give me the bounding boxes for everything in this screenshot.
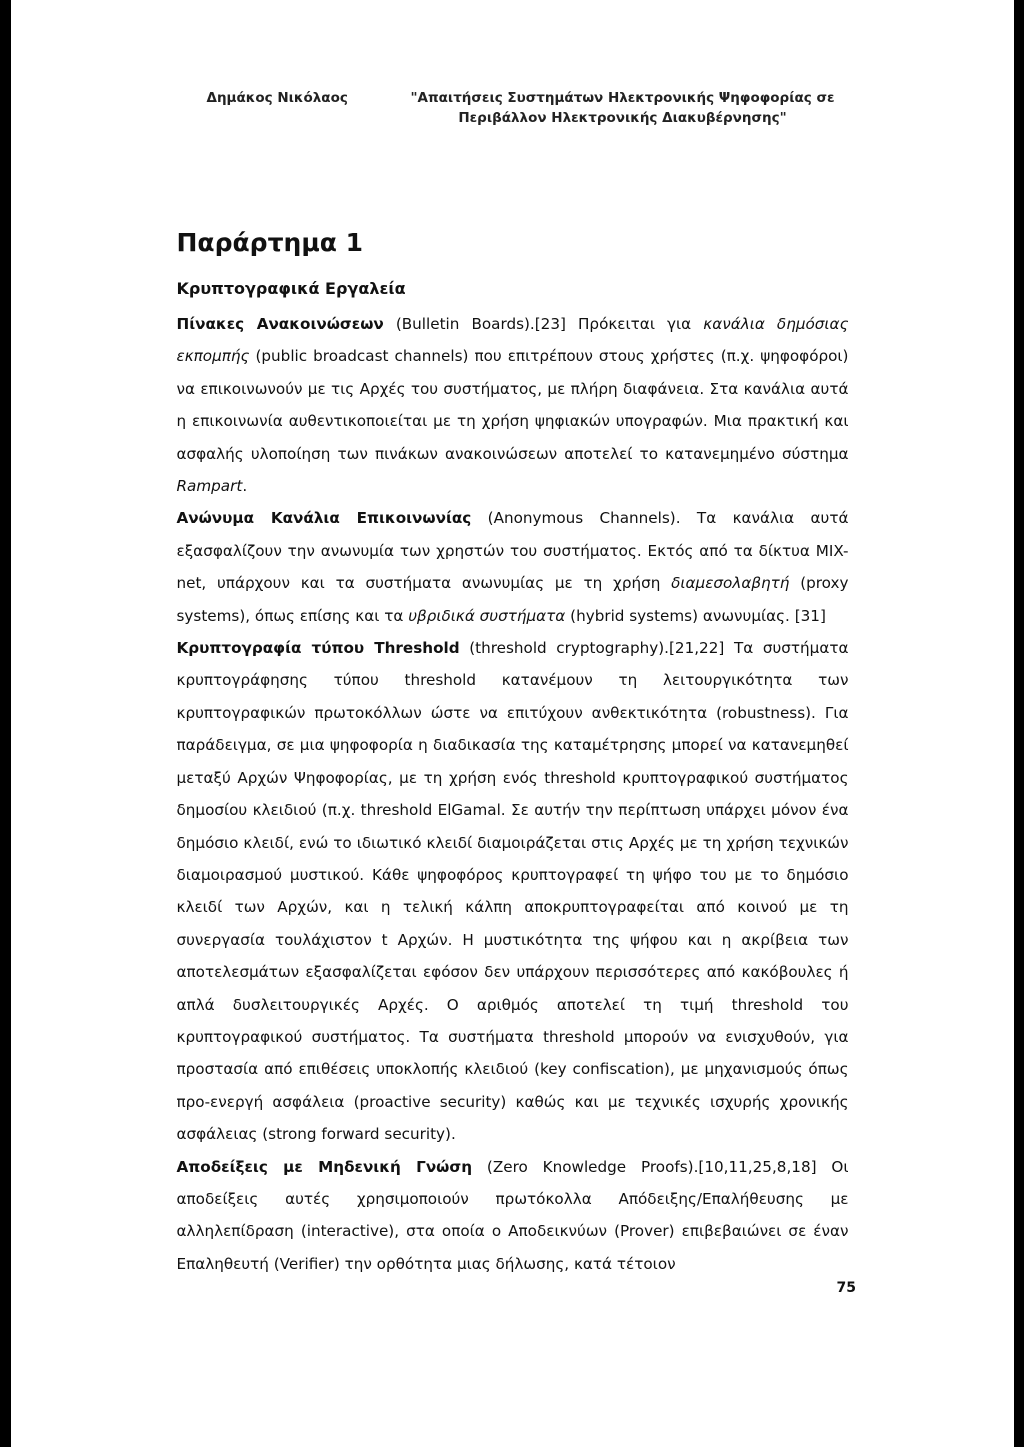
paragraph-text: (hybrid systems) ανωνυμίας. [31] xyxy=(565,606,826,625)
document-page xyxy=(11,0,1014,1447)
paragraph-zero-knowledge-proofs xyxy=(177,1151,849,1281)
paragraph-text: (Anonymous Channels). Τα κανάλια αυτά εξασφαλίζουν την ανωνυμία των χρηστών του συστήματος. Εκτός από τα δίκτυα MIX-net, υπάρχουν και τα συστήματα ανωνυμίας με τη χρήση xyxy=(176,509,849,593)
appendix-title: Παράρτημα 1 xyxy=(176,228,363,257)
term-threshold-cryptography: Κρυπτογραφία τύπου Threshold xyxy=(176,639,460,658)
paragraph-text: (proxy systems), όπως επίσης και τα xyxy=(176,574,849,625)
page-number: 75 xyxy=(836,1280,856,1296)
paragraph-anonymous-channels xyxy=(177,502,849,632)
header-title xyxy=(383,88,863,128)
emphasis-text: διαμεσολαβητή xyxy=(671,574,790,593)
header-title-line-1: "Απαιτήσεις Συστημάτων Ηλεκτρονικής Ψηφοφορίας σε xyxy=(410,90,835,106)
emphasis-text: κανάλια δημόσιας εκπομπής xyxy=(176,315,849,366)
body-text xyxy=(177,308,849,1280)
paragraph-threshold-cryptography xyxy=(177,632,849,1151)
term-zero-knowledge-proofs: Αποδείξεις με Μηδενική Γνώση xyxy=(176,1157,473,1176)
header-title-line-2: Περιβάλλον Ηλεκτρονικής Διακυβέρνησης" xyxy=(458,110,787,126)
emphasis-text: Rampart xyxy=(176,477,243,496)
paragraph-text: (threshold cryptography).[21,22] Τα συστήματα κρυπτογράφησης τύπου threshold κατανέμουν τη λειτουργικότητα των κρυπτογραφικών πρωτοκόλλων ώστε να επιτύχουν ανθεκτικότητα (robustness). Για παράδειγμα, σε μια ψηφοφορία η διαδικασία της καταμέτρησης μπορεί να κατανεμηθεί μεταξύ Αρχών Ψηφοφορίας, με τη χρήση ενός threshold κρυπτογραφικού συστήματος δημοσίου κλειδιού (π.χ. threshold ElGamal. Σε αυτήν την περίπτωση υπάρχει μόνον ένα δημόσιο κλειδί, ενώ το ιδιωτικό κλειδί διαμοιράζεται στις Αρχές με τη χρήση τεχνικών διαμοιρασμού μυστικού. Κάθε ψηφοφόρος κρυπτογραφεί τη ψήφο του με το δημόσιο κλειδί των Αρχών, και η τελική κάλπη αποκρυπτογραφείται από κοινού με τη συνεργασία τουλάχιστον t Αρχών. Η μυστικότητα της ψήφου και η ακρίβεια των αποτελεσμάτων εξασφαλίζεται εφόσον δεν υπάρχουν περισσότερες από κακόβουλες ή απλά δυσλειτουργικές Αρχές. Ο αριθμός αποτελεί τη τιμή threshold του κρυπτογραφικού συστήματος. Τα συστήματα threshold μπορούν να ενισχυθούν, για προστασία από επιθέσεις υποκλοπής κλειδιού (key confiscation), με μηχανισμούς όπως προ-ενεργή ασφάλεια (proactive security) καθώς και με τεχνικές ισχυρής χρονικής ασφάλειας (strong forward security). xyxy=(176,639,849,1144)
term-anonymous-channels: Ανώνυμα Κανάλια Επικοινωνίας xyxy=(176,509,472,528)
emphasis-text: υβριδικά συστήματα xyxy=(408,606,566,625)
paragraph-text: . xyxy=(242,477,248,496)
paragraph-text: (Bulletin Boards).[23] Πρόκειται για xyxy=(383,315,704,333)
header-author: Δημάκος Νικόλαος xyxy=(206,90,348,106)
term-bulletin-boards: Πίνακες Ανακοινώσεων xyxy=(176,315,384,333)
paragraph-bulletin-boards xyxy=(177,308,849,502)
paragraph-text: (Zero Knowledge Proofs).[10,11,25,8,18] Οι αποδείξεις αυτές χρησιμοποιούν πρωτόκολλα Απόδειξης/Επαλήθευσης με αλληλεπίδραση (interactive), στα οποία ο Αποδεικνύων (Prover) επιβεβαιώνει σε έναν Επαληθευτή (Verifier) την ορθότητα μιας δήλωσης, κατά τέτοιον xyxy=(176,1157,849,1273)
paragraph-text: (public broadcast channels) που επιτρέπουν στους χρήστες (π.χ. ψηφοφόροι) να επικοινωνούν με τις Αρχές του συστήματος, με πλήρη διαφάνεια. Στα κανάλια αυτά η επικοινωνία αυθεντικοποιείται με τη χρήση ψηφιακών υπογραφών. Μια πρακτική και ασφαλής υλοποίηση των πινάκων ανακοινώσεων αποτελεί το κατανεμημένο σύστημα xyxy=(176,347,849,463)
section-title: Κρυπτογραφικά Εργαλεία xyxy=(176,279,406,298)
